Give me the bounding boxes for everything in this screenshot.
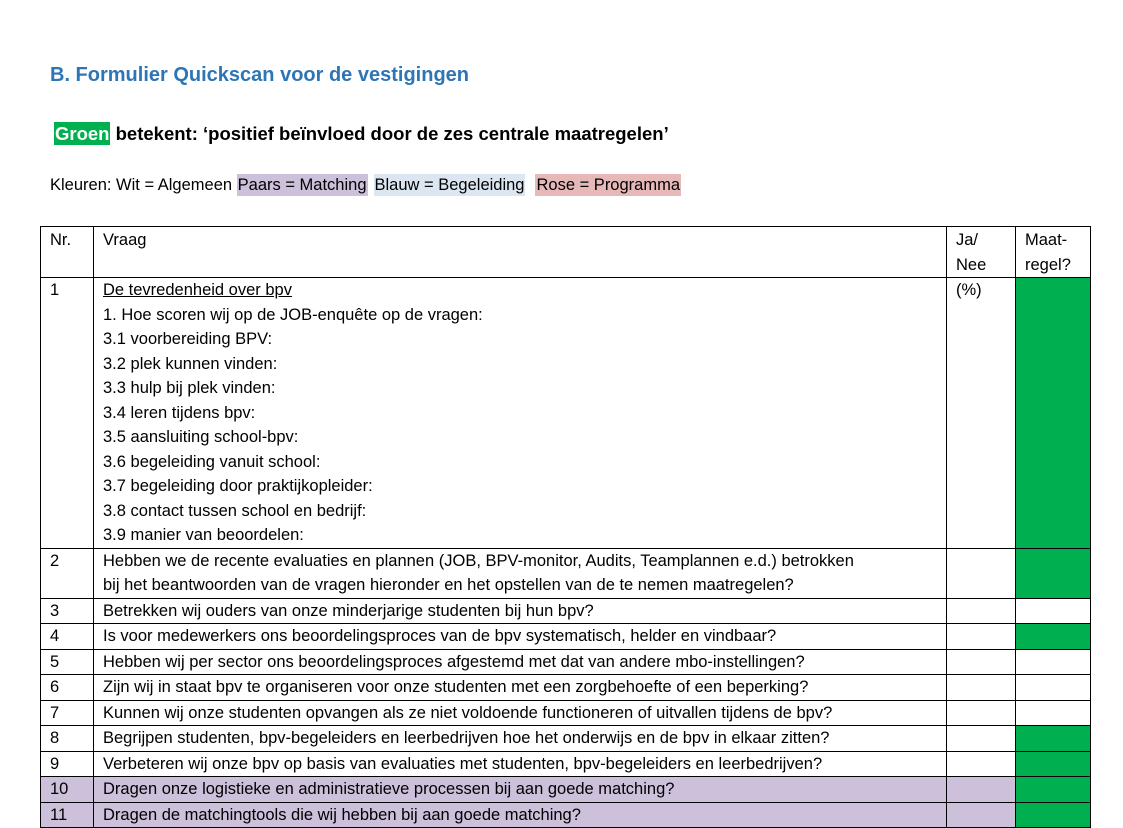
question-line: 3.7 begeleiding door praktijkopleider: bbox=[103, 477, 373, 495]
row-ja-nee[interactable] bbox=[947, 598, 1016, 624]
question-line: Begrijpen studenten, bpv-begeleiders en leerbedrijven hoe het onderwijs en de bpv in elkaar zitten? bbox=[103, 729, 830, 747]
legend-rose: Rose = Programma bbox=[536, 176, 680, 194]
table-row bbox=[41, 598, 1091, 624]
question-line: Dragen de matchingtools die wij hebben bij aan goede matching? bbox=[103, 805, 581, 824]
row-maatregel[interactable] bbox=[1016, 278, 1091, 549]
question-title: De tevredenheid over bpv bbox=[103, 281, 292, 299]
table-row bbox=[41, 278, 1091, 549]
table-row bbox=[41, 675, 1091, 701]
header-ja-nee: Ja/ Nee bbox=[947, 227, 1016, 278]
row-ja-nee[interactable] bbox=[947, 726, 1016, 752]
row-maatregel[interactable] bbox=[1016, 700, 1091, 726]
question-line: Hebben wij per sector ons beoordelingsproces afgestemd met dat van andere mbo-instellingen? bbox=[103, 652, 805, 671]
row-question bbox=[94, 624, 947, 650]
legend-paars: Paars = Matching bbox=[237, 176, 367, 194]
row-maatregel[interactable] bbox=[1016, 726, 1091, 752]
row-question bbox=[94, 726, 947, 752]
row-maatregel[interactable] bbox=[1016, 751, 1091, 777]
row-ja-nee[interactable] bbox=[947, 548, 1016, 598]
question-line: 3.4 leren tijdens bpv: bbox=[103, 403, 256, 422]
question-line: bij het beantwoorden van de vragen hieronder en het opstellen van de te nemen maatregelen? bbox=[103, 576, 794, 594]
row-number: 6 bbox=[41, 675, 94, 701]
question-line: Zijn wij in staat bpv te organiseren voor onze studenten met een zorgbehoefte of een beperking? bbox=[103, 678, 809, 696]
question-line: 3.3 hulp bij plek vinden: bbox=[103, 379, 276, 397]
row-ja-nee[interactable] bbox=[947, 802, 1016, 828]
question-line: 3.1 voorbereiding BPV: bbox=[103, 330, 273, 348]
row-ja-nee[interactable] bbox=[947, 675, 1016, 701]
color-legend bbox=[50, 176, 681, 195]
question-line: 3.6 begeleiding vanuit school: bbox=[103, 452, 321, 471]
table-row bbox=[41, 624, 1091, 650]
row-ja-nee[interactable] bbox=[947, 700, 1016, 726]
question-line: Dragen onze logistieke en administratieve processen bij aan goede matching? bbox=[103, 780, 675, 798]
green-meaning-text: betekent: ‘positief beïnvloed door de zes centrale maatregelen’ bbox=[110, 123, 669, 144]
row-ja-nee[interactable] bbox=[947, 777, 1016, 803]
row-question bbox=[94, 598, 947, 624]
table-row bbox=[41, 802, 1091, 828]
row-ja-nee[interactable] bbox=[947, 751, 1016, 777]
table-row bbox=[41, 649, 1091, 675]
question-line: Hebben we de recente evaluaties en plannen (JOB, BPV-monitor, Audits, Teamplannen e.d.) betrokken bbox=[103, 551, 854, 570]
legend-blauw: Blauw = Begeleiding bbox=[374, 176, 525, 194]
green-label: Groen bbox=[55, 123, 110, 144]
row-maatregel[interactable] bbox=[1016, 777, 1091, 803]
row-number: 2 bbox=[41, 548, 94, 598]
question-line: 1. Hoe scoren wij op de JOB-enquête op de vragen: bbox=[103, 305, 483, 324]
question-line: Betrekken wij ouders van onze minderjarige studenten bij hun bpv? bbox=[103, 601, 594, 620]
header-maatregel: Maat- regel? bbox=[1016, 227, 1091, 278]
row-number: 11 bbox=[41, 802, 94, 828]
table-row bbox=[41, 777, 1091, 803]
row-question bbox=[94, 278, 947, 549]
table-row bbox=[41, 726, 1091, 752]
row-number: 3 bbox=[41, 598, 94, 624]
table-row bbox=[41, 548, 1091, 598]
legend-prefix: Kleuren: Wit = Algemeen bbox=[50, 176, 237, 194]
question-line: Kunnen wij onze studenten opvangen als ze niet voldoende functioneren of uitvallen tijdens de bpv? bbox=[103, 703, 833, 722]
row-maatregel[interactable] bbox=[1016, 802, 1091, 828]
row-number: 9 bbox=[41, 751, 94, 777]
row-question bbox=[94, 675, 947, 701]
row-number: 7 bbox=[41, 700, 94, 726]
table-row bbox=[41, 751, 1091, 777]
question-line: 3.5 aansluiting school-bpv: bbox=[103, 428, 299, 446]
table-row bbox=[41, 700, 1091, 726]
row-number: 1 bbox=[41, 278, 94, 549]
table-header-row bbox=[41, 227, 1091, 278]
question-line: Verbeteren wij onze bpv op basis van evaluaties met studenten, bpv-begeleiders en leerbedrijven? bbox=[103, 754, 823, 773]
row-question bbox=[94, 777, 947, 803]
row-ja-nee[interactable] bbox=[947, 649, 1016, 675]
green-meaning-statement bbox=[54, 123, 669, 145]
header-vraag: Vraag bbox=[94, 227, 947, 278]
question-line: 3.9 manier van beoordelen: bbox=[103, 526, 304, 544]
quickscan-table bbox=[40, 226, 1091, 828]
row-question bbox=[94, 751, 947, 777]
question-line: Is voor medewerkers ons beoordelingsproces van de bpv systematisch, helder en vindbaar? bbox=[103, 627, 777, 645]
row-maatregel[interactable] bbox=[1016, 548, 1091, 598]
question-line: 3.2 plek kunnen vinden: bbox=[103, 354, 278, 373]
row-maatregel[interactable] bbox=[1016, 675, 1091, 701]
row-number: 8 bbox=[41, 726, 94, 752]
row-ja-nee[interactable] bbox=[947, 624, 1016, 650]
row-question bbox=[94, 802, 947, 828]
row-number: 4 bbox=[41, 624, 94, 650]
row-question bbox=[94, 548, 947, 598]
row-question bbox=[94, 649, 947, 675]
row-ja-nee[interactable]: (%) bbox=[947, 278, 1016, 549]
row-maatregel[interactable] bbox=[1016, 598, 1091, 624]
row-number: 10 bbox=[41, 777, 94, 803]
header-nr: Nr. bbox=[41, 227, 94, 278]
row-question bbox=[94, 700, 947, 726]
row-number: 5 bbox=[41, 649, 94, 675]
row-maatregel[interactable] bbox=[1016, 624, 1091, 650]
question-line: 3.8 contact tussen school en bedrijf: bbox=[103, 501, 367, 520]
page-heading: B. Formulier Quickscan voor de vestigingen bbox=[50, 64, 469, 86]
row-maatregel[interactable] bbox=[1016, 649, 1091, 675]
